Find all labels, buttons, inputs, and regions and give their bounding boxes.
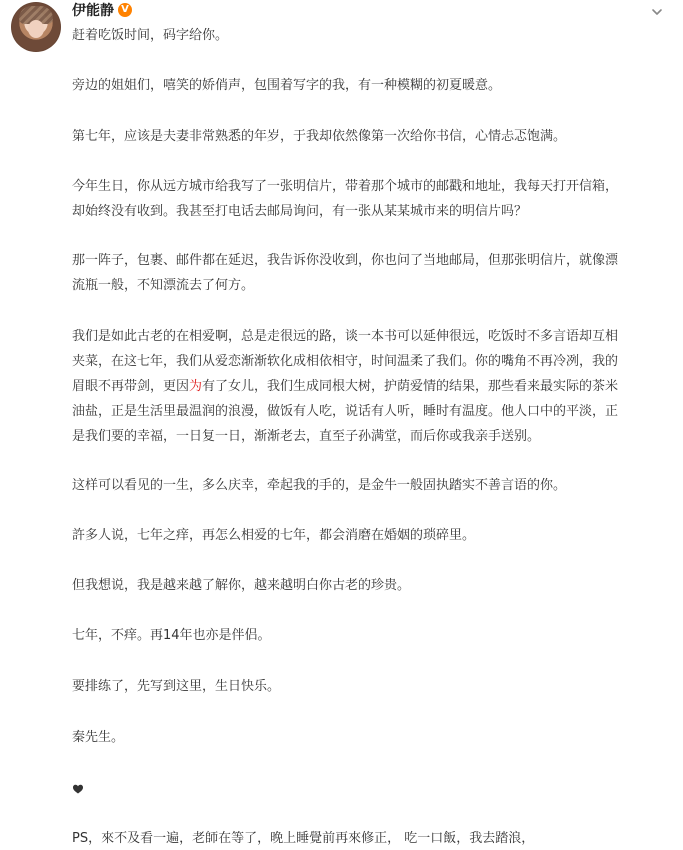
highlighted-fragment: 为 bbox=[189, 379, 203, 394]
paragraph-line bbox=[72, 376, 618, 398]
paragraph-line: 但我想说，我是越来越了解你，越来越明白你古老的珍贵。 bbox=[72, 578, 411, 593]
paragraph-line: 夹菜，在这七年，我们从爱恋渐渐软化成相依相守，时间温柔了我们。你的嘴角不再冷冽，我的 bbox=[72, 354, 619, 369]
paragraph-line: 流瓶一般，不知漂流去了何方。 bbox=[72, 278, 255, 293]
paragraph-line: 七年，不痒。再14年也亦是伴侣。 bbox=[72, 628, 271, 643]
paragraph-line: 今年生日，你从远方城市给我写了一张明信片，带着那个城市的邮戳和地址，我每天打开信箱， bbox=[72, 179, 619, 194]
verified-badge-icon: V bbox=[118, 3, 132, 17]
paragraph-line: 却始终没有收到。我甚至打电话去邮局询问，有一张从某某城市来的明信片吗？ bbox=[72, 204, 528, 219]
avatar[interactable] bbox=[11, 2, 61, 52]
paragraph-line: 要排练了，先写到这里，生日快乐。 bbox=[72, 679, 281, 694]
paragraph-line: 油盐，正是生活里最温润的浪漫，做饭有人吃，说话有人听，睡时有温度。他人口中的平淡，正 bbox=[72, 404, 619, 419]
author-name[interactable]: 伊能静 bbox=[72, 3, 114, 19]
paragraph-line: 秦先生。 bbox=[72, 730, 125, 745]
heart-icon bbox=[72, 780, 84, 792]
paragraph-line: 我们是如此古老的在相爱啊，总是走很远的路，谈一本书可以延伸很远，吃饭时不多言语却互相 bbox=[72, 329, 619, 344]
paragraph-line: 是我们要的幸福，一日复一日，渐渐老去，直至子孙满堂，而后你或我亲手送别。 bbox=[72, 429, 541, 444]
paragraph-line: 第七年，应该是夫妻非常熟悉的年岁，于我却依然像第一次给你书信，心情忐忑饱满。 bbox=[72, 129, 567, 144]
paragraph-line: 赶着吃饭时间，码字给你。 bbox=[72, 28, 229, 43]
paragraph-line: 那一阵子，包裹、邮件都在延迟，我告诉你没收到，你也问了当地邮局，但那张明信片，就像漂 bbox=[72, 253, 619, 268]
avatar-face-icon bbox=[28, 20, 44, 38]
paragraph-fragment: 眉眼不再带剑，更因 bbox=[72, 379, 190, 394]
paragraph-line: 許多人说，七年之痒，再怎么相爱的七年，都会消磨在婚姻的琐碎里。 bbox=[72, 528, 476, 543]
paragraph-line: PS，來不及看一遍，老師在等了，晚上睡覺前再來修正， 吃一口飯，我去踏浪， bbox=[72, 831, 535, 846]
paragraph-fragment: 有了女儿，我们生成同根大树，护荫爱情的结果，那些看来最实际的茶米 bbox=[202, 379, 619, 394]
paragraph-line: 这样可以看见的一生，多么庆幸，牵起我的手的，是金牛一般固执踏实不善言语的你。 bbox=[72, 478, 567, 493]
chevron-down-icon[interactable] bbox=[651, 6, 663, 18]
paragraph-line: 旁边的姐姐们，嘻笑的娇俏声，包围着写字的我，有一种模糊的初夏暖意。 bbox=[72, 78, 502, 93]
